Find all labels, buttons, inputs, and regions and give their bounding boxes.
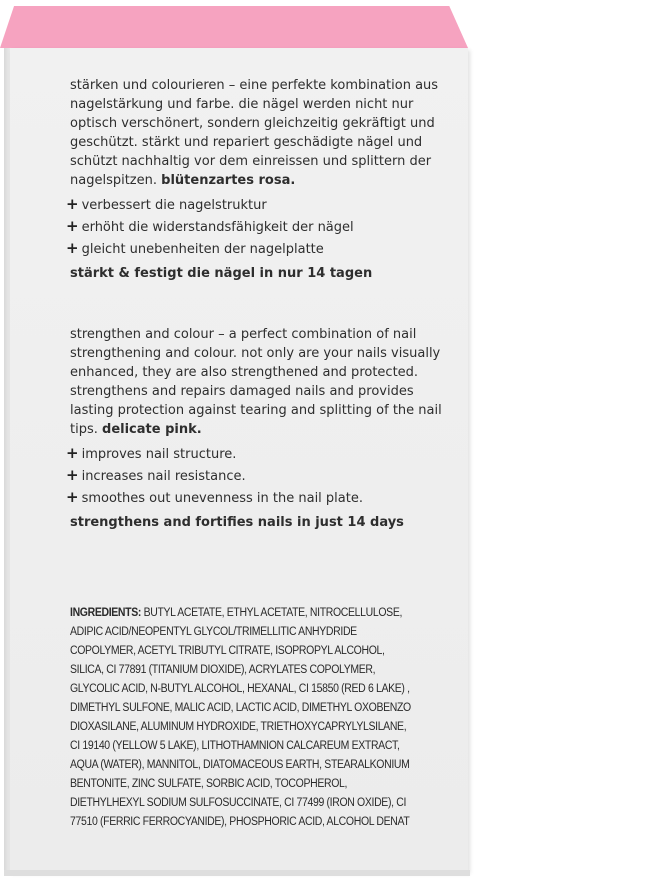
pink-top-band <box>0 6 468 48</box>
english-claim: strengthens and fortifies nails in just 14 days <box>70 515 404 530</box>
list-item <box>66 487 450 509</box>
english-section <box>66 325 450 530</box>
list-item <box>66 216 450 238</box>
plus-icon: + <box>66 466 79 484</box>
list-item <box>66 443 450 465</box>
list-item <box>66 194 450 216</box>
german-shade-name: blütenzartes rosa. <box>161 173 296 188</box>
ingredients-list <box>70 603 414 831</box>
plus-icon: + <box>66 488 79 506</box>
plus-icon: + <box>66 217 79 235</box>
english-description-text: strengthen and colour – a perfect combination of nail strengthening and colour. not only are your nails visually enhanced, they are also strengthened and protected. strengthens and repairs damaged nails and provides lasting protection against tearing and splitting of the nail tips. <box>70 327 442 437</box>
german-benefit-list <box>66 194 450 260</box>
benefit-text: gleicht unebenheiten der nagelplatte <box>81 242 324 257</box>
benefit-text: verbessert die nagelstruktur <box>81 198 267 213</box>
benefit-text: erhöht die widerstandsfähigkeit der nägel <box>81 220 354 235</box>
box-bottom-edge <box>4 870 470 876</box>
list-item <box>66 238 450 260</box>
german-claim: stärkt & festigt die nägel in nur 14 tagen <box>70 266 373 281</box>
german-description-text: stärken und colourieren – eine perfekte kombination aus nagelstärkung und farbe. die nägel werden nicht nur optisch verschönert, sondern gleichzeitig gekräftigt und geschützt. stärkt und repariert geschädigte nägel und schützt nachhaltig vor dem einreissen und splittern der nagelspitzen. <box>70 78 439 188</box>
english-description <box>70 325 450 439</box>
ingredients-text: BUTYL ACETATE, ETHYL ACETATE, NITROCELLULOSE, ADIPIC ACID/NEOPENTYL GLYCOL/TRIMELLITIC ANHYDRIDE COPOLYMER, ACETYL TRIBUTYL CITRATE, ISOPROPYL ALCOHOL, SILICA, CI 77891 (TITANIUM DIOXIDE), ACRYLATES COPOLYMER, GLYCOLIC ACID, N-BUTYL ALCOHOL, HEXANAL, CI 15850 (RED 6 LAKE) , DIMETHYL SULFONE, MALIC ACID, LACTIC ACID, DIMETHYL OXOBENZO DIOXASILANE, ALUMINUM HYDROXIDE, TRIETHOXYCAPRYLYLSILANE, CI 19140 (YELLOW 5 LAKE), LITHOTHAMNION CALCAREUM EXTRACT, AQUA (WATER), MANNITOL, DIATOMACEOUS EARTH, STEARALKONIUM BENTONITE, ZINC SULFATE, SORBIC ACID, TOCOPHEROL, DIETHYLHEXYL SODIUM SULFOSUCCINATE, CI 77499 (IRON OXIDE), CI 77510 (FERRIC FERROCYANIDE), PHOSPHORIC ACID, ALCOHOL DENAT <box>70 605 411 828</box>
english-shade-name: delicate pink. <box>102 422 202 437</box>
english-benefit-list <box>66 443 450 509</box>
benefit-text: increases nail resistance. <box>81 469 246 484</box>
plus-icon: + <box>66 444 79 462</box>
plus-icon: + <box>66 195 79 213</box>
list-item <box>66 465 450 487</box>
german-section <box>66 76 450 281</box>
german-description <box>70 76 450 190</box>
benefit-text: smoothes out unevenness in the nail plate. <box>81 491 363 506</box>
ingredients-label: INGREDIENTS: <box>70 605 142 619</box>
plus-icon: + <box>66 239 79 257</box>
benefit-text: improves nail structure. <box>81 447 237 462</box>
